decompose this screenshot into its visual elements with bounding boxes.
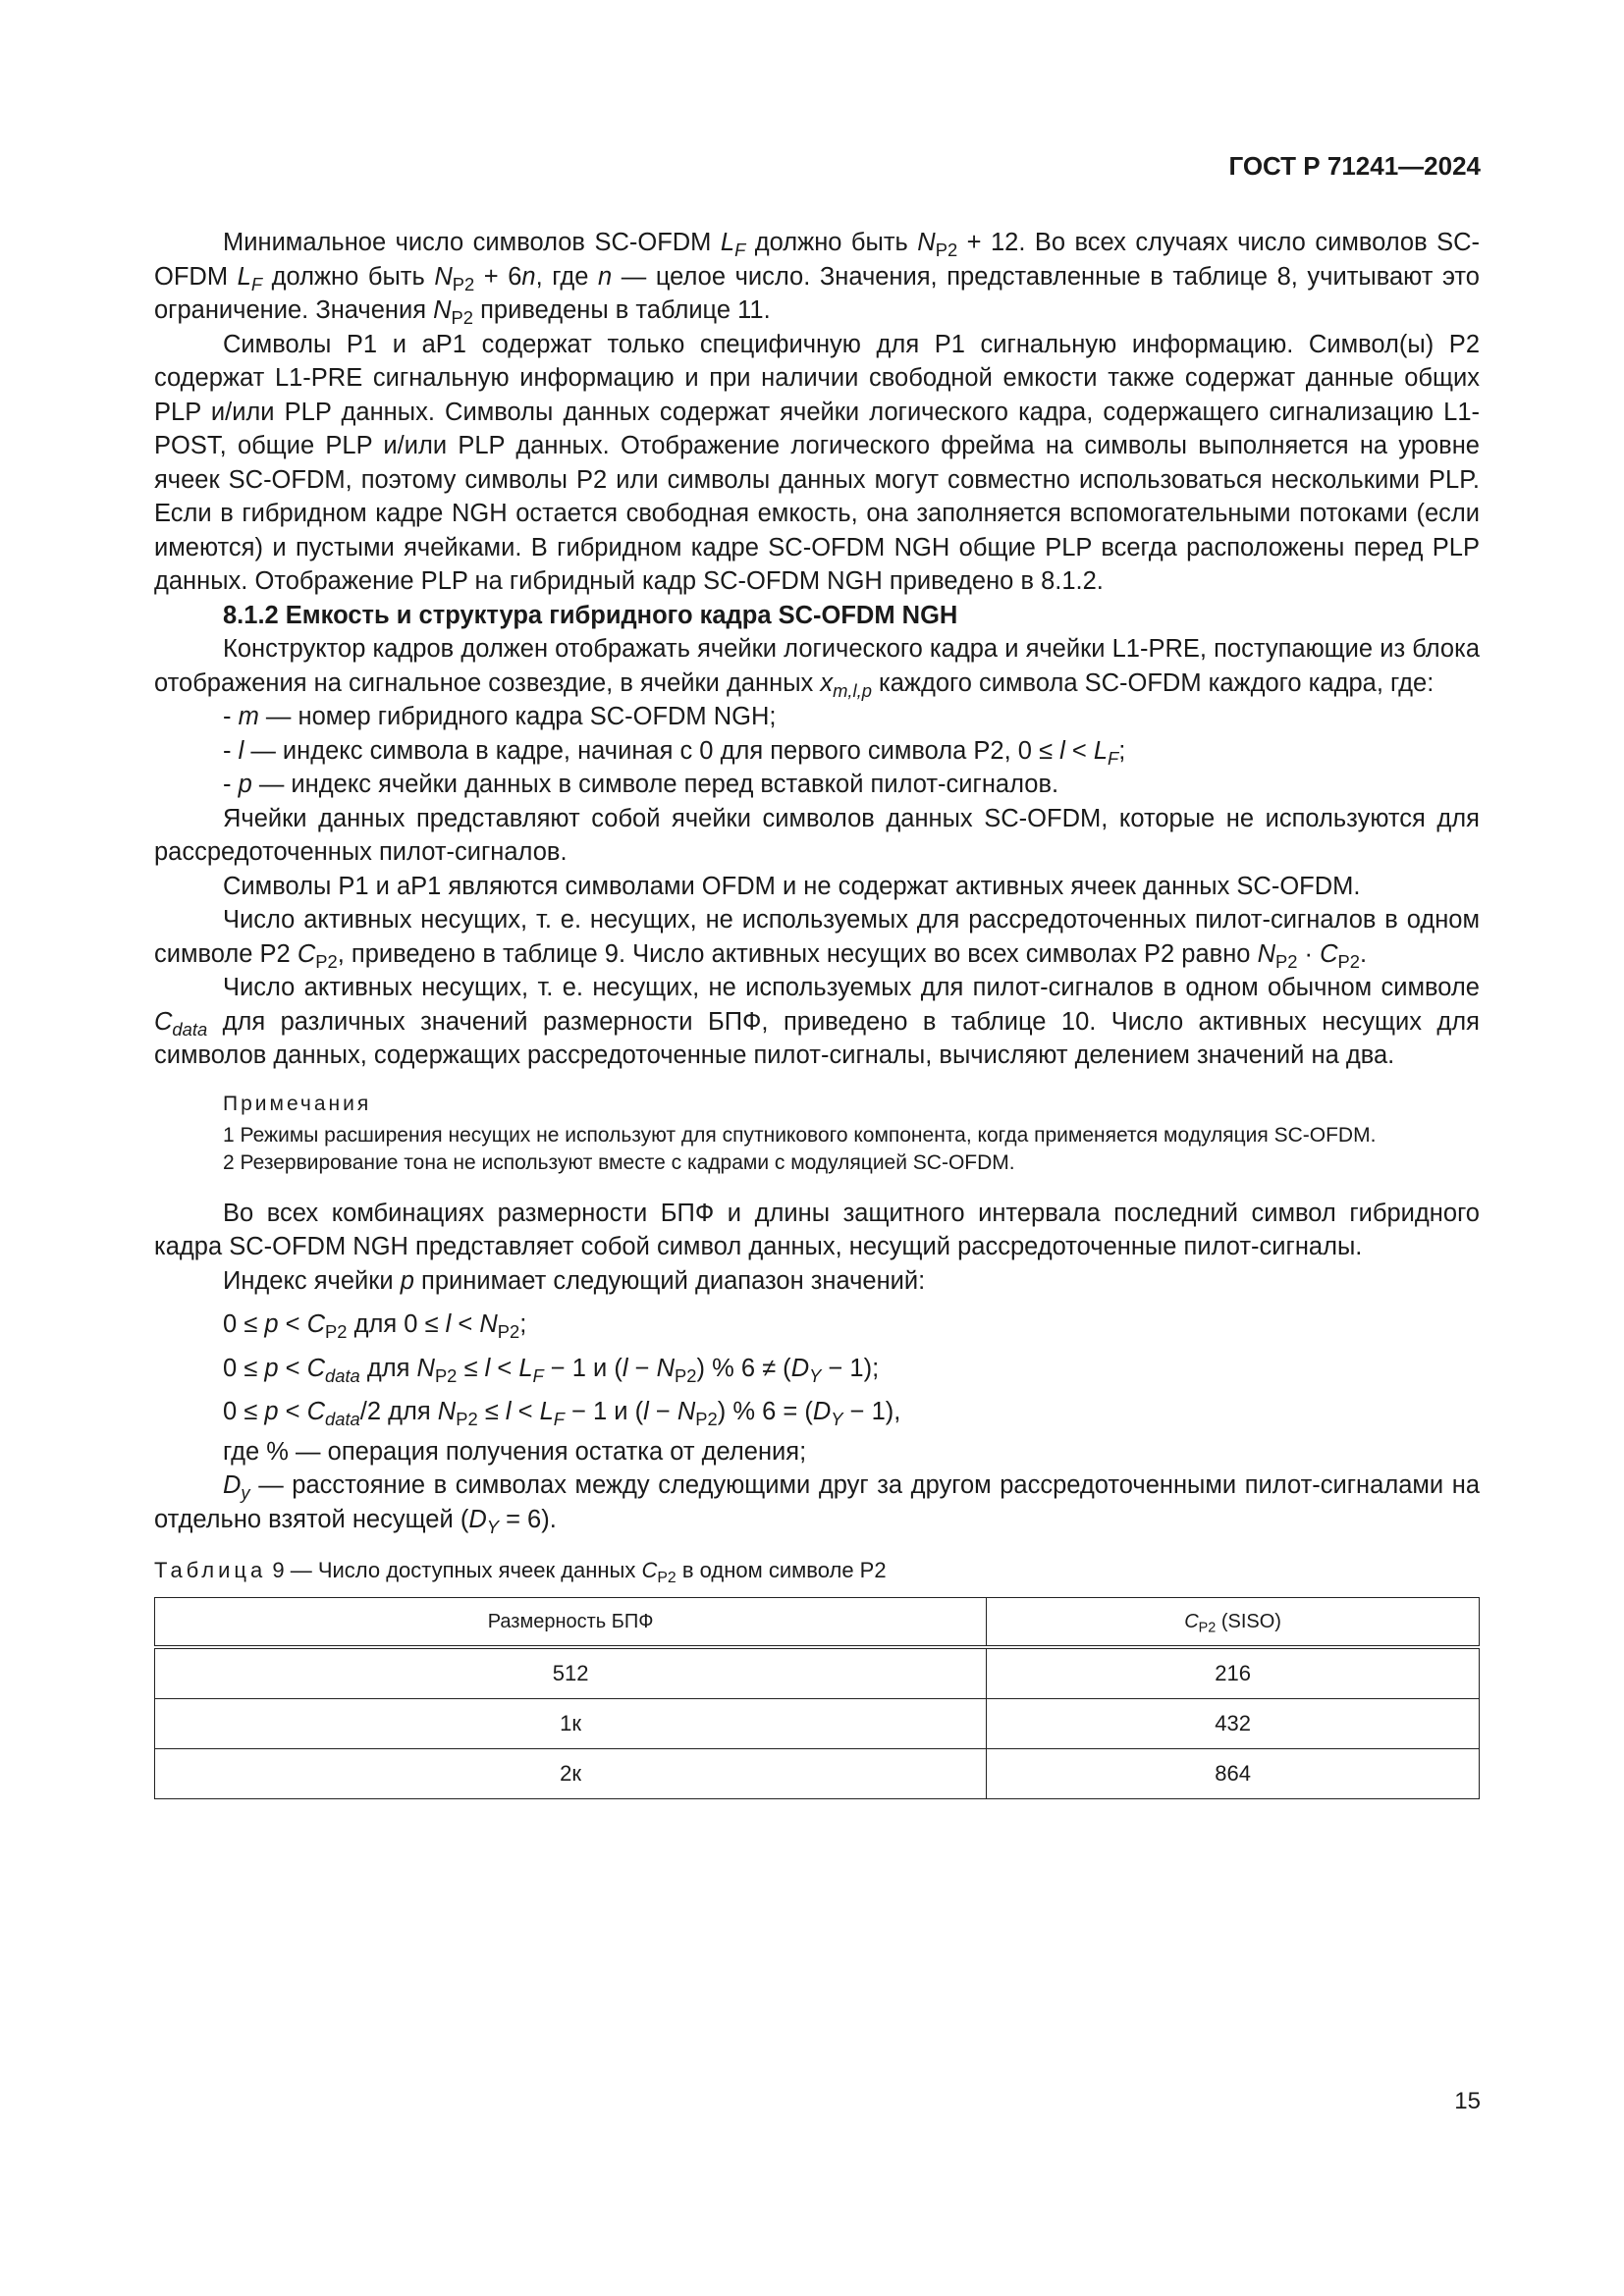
- paragraph-11: $D_y$ — расстояние в символах между следующими друг за другом рассредоточенными пилот-сигналами на отдельно взятой несущей $(D_Y = 6)$.: [154, 1471, 1480, 1537]
- document-header: ГОСТ Р 71241—2024: [1228, 151, 1481, 181]
- table-9: [154, 1597, 1480, 1799]
- header-cp2: $C_{P2}$ (SISO): [987, 1598, 1480, 1648]
- table-header-row: [155, 1598, 1480, 1648]
- formula-3: $0 \le p < C_{data}/2$ для $N_{P2} \le l < L_F - 1$ и $(l - N_{P2})$ % $6 = (D_Y - 1)$,: [223, 1398, 901, 1429]
- paragraph-7: Число активных несущих, т. е. несущих, не используемых для пилот-сигналов в одном обычном символе $C_{data}$ для различных значений размерности БПФ, приведено в таблице 10. Число активных несущих для символов данных, содержащих рассредоточенные пилот-сигналы, вычисляют делением значений на два.: [154, 974, 1480, 1069]
- table-caption: Таблица 9 — Число доступных ячеек данных $C_{P2}$ в одном символе P2: [154, 1558, 887, 1587]
- notes-title: Примечания: [223, 1092, 372, 1115]
- table-row: [155, 1749, 1480, 1799]
- cell-cp2: 432: [987, 1699, 1480, 1749]
- note-2: 2 Резервирование тона не используют вместе с кадрами с модуляцией SC-OFDM.: [223, 1150, 1015, 1174]
- list-item-m: - m — номер гибридного кадра SC-OFDM NGH;: [223, 703, 777, 730]
- paragraph-4: Ячейки данных представляют собой ячейки символов данных SC-OFDM, которые не используются для рассредоточенных пилот-сигналов.: [154, 804, 1480, 866]
- list-item-p: - p — индекс ячейки данных в символе перед вставкой пилот-сигналов.: [223, 771, 1059, 798]
- table-row: [155, 1699, 1480, 1749]
- cell-fft: 2к: [155, 1749, 987, 1799]
- cell-fft: 1к: [155, 1699, 987, 1749]
- table-row: [155, 1647, 1480, 1699]
- header-fft-size: Размерность БПФ: [155, 1598, 987, 1648]
- note-1: 1 Режимы расширения несущих не используют для спутникового компонента, когда применяется модуляция SC-OFDM.: [223, 1123, 1377, 1147]
- formula-1: $0 \le p < C_{P2}$ для $0 \le l < N_{P2}$;: [223, 1310, 527, 1342]
- paragraph-2: Символы P1 и aP1 содержат только специфичную для P1 сигнальную информацию. Символ(ы) P2 содержат L1-PRE сигнальную информацию и при наличии свободной емкости также содержат данные общих PLP и/или PLP данных. Символы данных содержат ячейки логического кадра, содержащего сигнализацию L1-POST, общие PLP и/или PLP данных. Отображение логического фрейма на символы выполняется на уровне ячеек SC-OFDM, поэтому символы P2 или символы данных могут совместно использоваться несколькими PLP. Если в гибридном кадре NGH остается свободная емкость, она заполняется вспомогательными потоками (если имеются) и пустыми ячейками. В гибридном кадре SC-OFDM NGH общие PLP всегда расположены перед PLP данных. Отображение PLP на гибридный кадр SC-OFDM NGH приведено в 8.1.2.: [154, 330, 1480, 595]
- list-item-l: - l — индекс символа в кадре, начиная с 0 для первого символа P2, $0 \le l < L_F$;: [223, 736, 1126, 769]
- cell-cp2: 864: [987, 1749, 1480, 1799]
- document-body: [154, 226, 1480, 1799]
- paragraph-5: Символы P1 и aP1 являются символами OFDM и не содержат активных ячеек данных SC-OFDM.: [223, 872, 1361, 900]
- cell-fft: 512: [155, 1647, 987, 1699]
- paragraph-6: Число активных несущих, т. е. несущих, не используемых для рассредоточенных пилот-сигналов в одном символе P2 $C_{P2}$, приведено в таблице 9. Число активных несущих во всех символах P2 равно $N_{P2} \cdot C_{P2}$.: [154, 906, 1480, 972]
- paragraph-10: где % — операция получения остатка от деления;: [223, 1437, 807, 1466]
- paragraph-8: Во всех комбинациях размерности БПФ и длины защитного интервала последний символ гибридного кадра SC-OFDM NGH представляет собой символ данных, несущий рассредоточенные пилот-сигналы.: [154, 1199, 1480, 1260]
- cell-cp2: 216: [987, 1647, 1480, 1699]
- paragraph-3: Конструктор кадров должен отображать ячейки логического кадра и ячейки L1-PRE, поступающие из блока отображения на сигнальное созвездие, в ячейки данных $x_{m,l,p}$ каждого символа SC-OFDM каждого кадра, где:: [154, 635, 1480, 701]
- paragraph-9: Индекс ячейки p принимает следующий диапазон значений:: [223, 1266, 926, 1295]
- section-heading: 8.1.2 Емкость и структура гибридного кадра SC-OFDM NGH: [223, 601, 958, 629]
- paragraph-1: Минимальное число символов SC-OFDM $L_F$ должно быть $N_{P2} + 12$. Во всех случаях число символов SC-OFDM $L_F$ должно быть $N_{P2} + 6n$, где n — целое число. Значения, представленные в таблице 8, учитывают это ограничение. Значения $N_{P2}$ приведены в таблице 11.: [154, 229, 1481, 328]
- page-number: 15: [1454, 2088, 1481, 2114]
- formula-2: $0 \le p < C_{data}$ для $N_{P2} \le l < L_F - 1$ и $(l - N_{P2})$ % $6 \ne (D_Y - 1)$;: [223, 1354, 880, 1386]
